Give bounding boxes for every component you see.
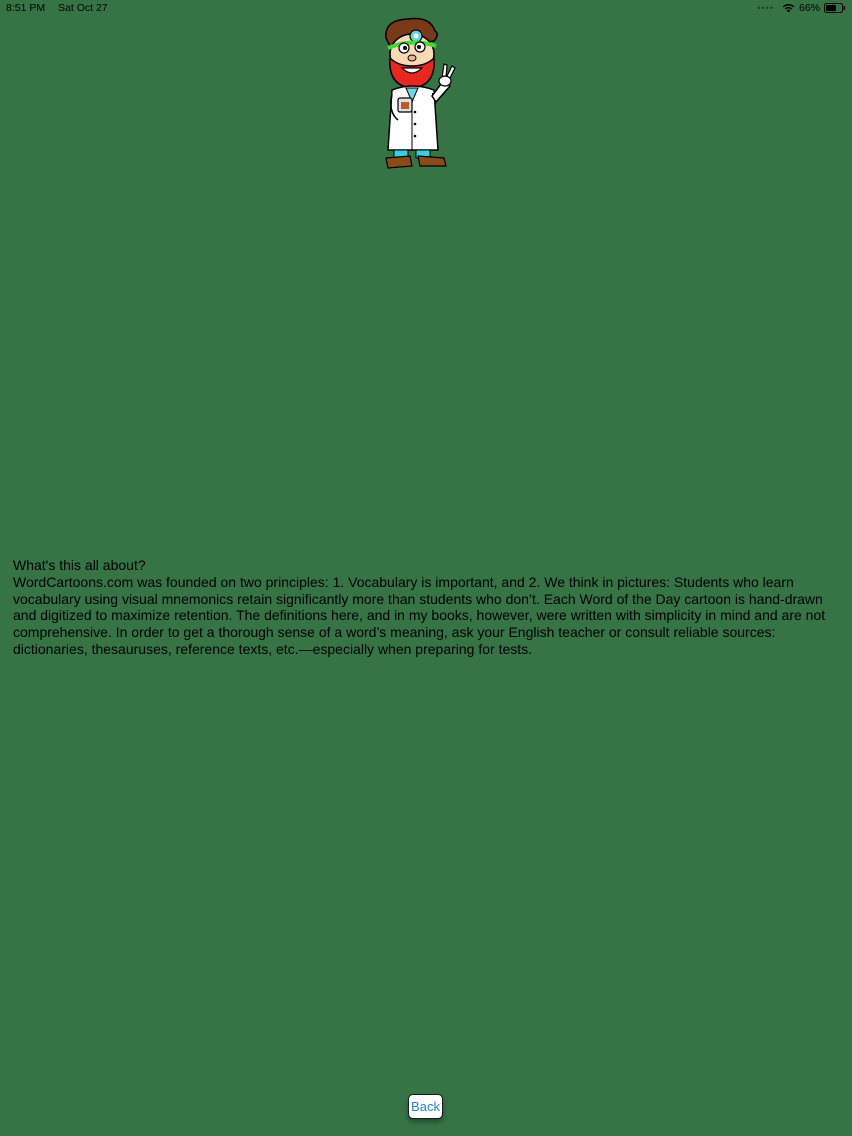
about-section: [13, 557, 828, 658]
status-bar: [0, 0, 852, 16]
status-left: [6, 2, 108, 14]
about-heading: What's this all about?: [13, 557, 146, 573]
battery-percent: 66%: [798, 2, 820, 14]
back-button[interactable]: Back: [408, 1094, 443, 1119]
status-date: Sat Oct 27: [58, 2, 108, 14]
wifi-icon: [782, 3, 795, 13]
scientist-mascot-icon: [378, 16, 470, 170]
signal-dots-icon: ••••: [757, 3, 774, 13]
status-time: 8:51 PM: [6, 2, 46, 14]
battery-icon: [824, 3, 846, 13]
about-body: WordCartoons.com was founded on two principles: 1. Vocabulary is important, and 2. We think in pictures: Students who learn vocabulary using visual mnemonics retain significantly more than students who don’t. Each Word of the Day cartoon is hand-drawn and digitized to maximize retention. The definitions here, and in my books, however, were written with simplicity in mind and are not comprehensive. In order to get a thorough sense of a word’s meaning, ask your English teacher or consult reliable sources: dictionaries, thesauruses, reference texts, etc.—especially when preparing for tests.: [13, 573, 826, 657]
status-right: [757, 2, 846, 14]
